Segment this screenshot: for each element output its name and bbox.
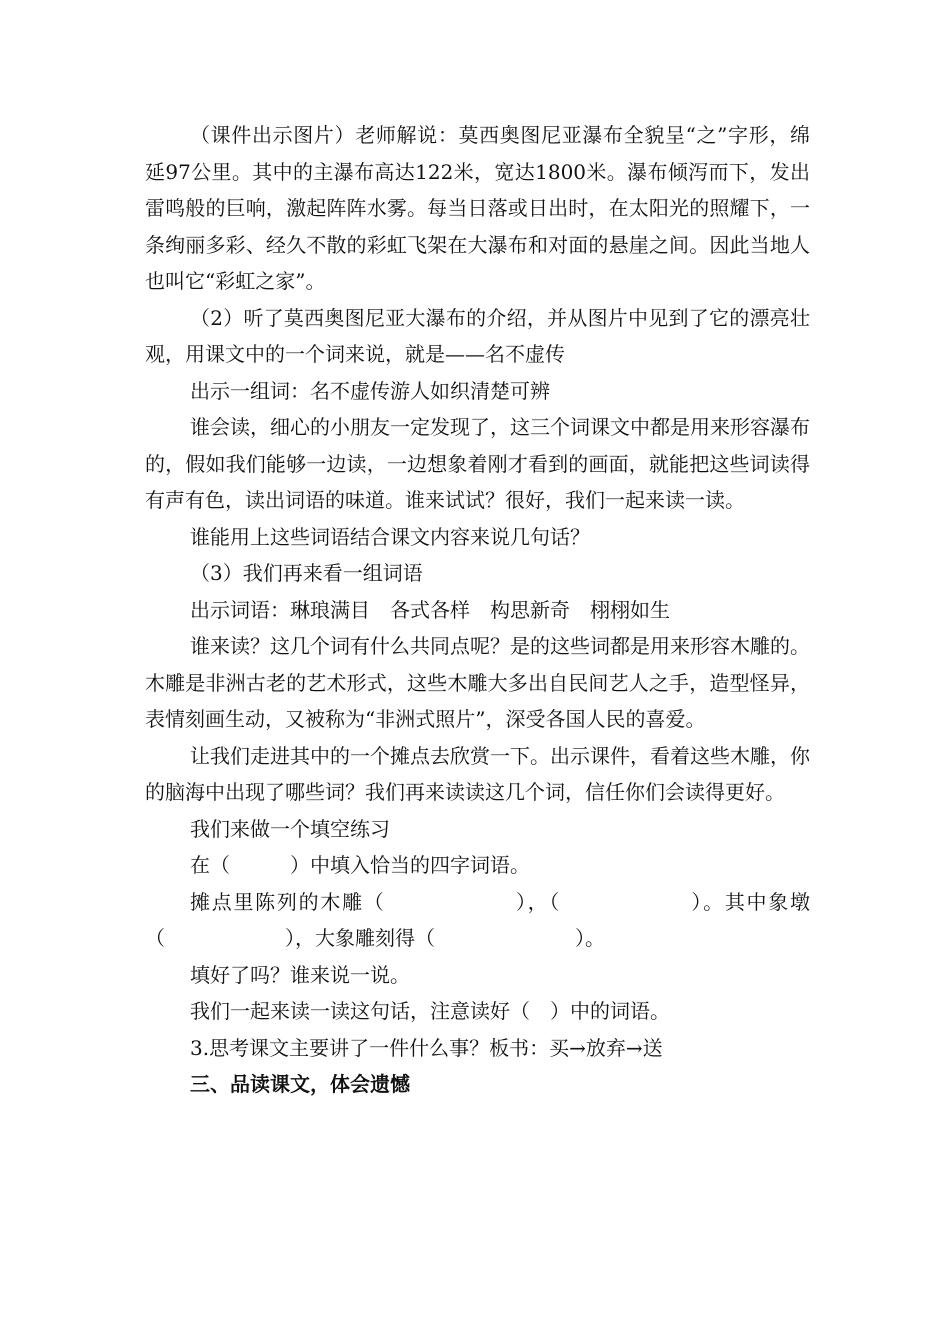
document-page — [145, 117, 810, 1103]
paragraph-wood-carving: 谁来读？这几个词有什么共同点呢？是的这些词都是用来形容木雕的。木雕是非洲古老的艺术形式，这些木雕大多出自民间艺人之手，造型怪异，表情刻画生动，又被称为“非洲式照片”，深受各国人民的喜爱。 — [145, 634, 810, 731]
paragraph-word-group-2: 出示词语：琳琅满目 各式各样 构思新奇 栩栩如生 — [190, 597, 670, 622]
paragraph-stall-visit: 让我们走进其中的一个摊点去欣赏一下。出示课件，看着这些木雕，你的脑海中出现了哪些词？我们再来读读这几个词，信任你们会读得更好。 — [145, 743, 810, 804]
paragraph-fill-instruction: 在（ ）中填入恰当的四字词语。 — [190, 853, 530, 877]
paragraph-section-3: （3）我们再来看一组词语 — [190, 561, 423, 585]
paragraph-use-words: 谁能用上这些词语结合课文内容来说几句话？ — [190, 524, 590, 549]
paragraph-who-can-read: 谁会读，细心的小朋友一定发现了，这三个词课文中都是用来形容瀑布的，假如我们能够一边读，一边想象着刚才看到的画面，就能把这些词读得有声有色，读出词语的味道。谁来试试？很好，我们一起来读一读。 — [145, 415, 810, 512]
paragraph-word-group-1: 出示一组词：名不虚传游人如织清楚可辨 — [190, 378, 550, 403]
paragraph-filled-question: 填好了吗？谁来说一说。 — [190, 962, 410, 987]
paragraph-fill-sentence: 摊点里陈列的木雕（ ），（ ）。其中象墩（ ），大象雕刻得（ ）。 — [145, 889, 810, 950]
paragraph-section-2: （2）听了莫西奥图尼亚大瀑布的介绍，并从图片中见到了它的漂亮壮观，用课文中的一个词来说，就是——名不虚传 — [145, 305, 810, 366]
paragraph-waterfall-description: （课件出示图片）老师解说：莫西奥图尼亚瀑布全貌呈“之”字形，绵延97公里。其中的主瀑布高达122米，宽达1800米。瀑布倾泻而下，发出雷鸣般的巨响，激起阵阵水雾。每当日落或日出时，在太阳光的照耀下，一条绚丽多彩、经久不散的彩虹飞架在大瀑布和对面的悬崖之间。因此当地人也叫它“彩虹之家”。 — [145, 123, 810, 293]
paragraph-read-together: 我们一起来读一读这句话，注意读好（ ）中的词语。 — [190, 999, 670, 1023]
paragraph-fill-in-exercise: 我们来做一个填空练习 — [190, 816, 390, 841]
section-heading: 三、品读课文，体会遗憾 — [190, 1072, 410, 1096]
paragraph-think-main-idea: 3.思考课文主要讲了一件什么事？板书：买→放弃→送 — [190, 1035, 663, 1060]
